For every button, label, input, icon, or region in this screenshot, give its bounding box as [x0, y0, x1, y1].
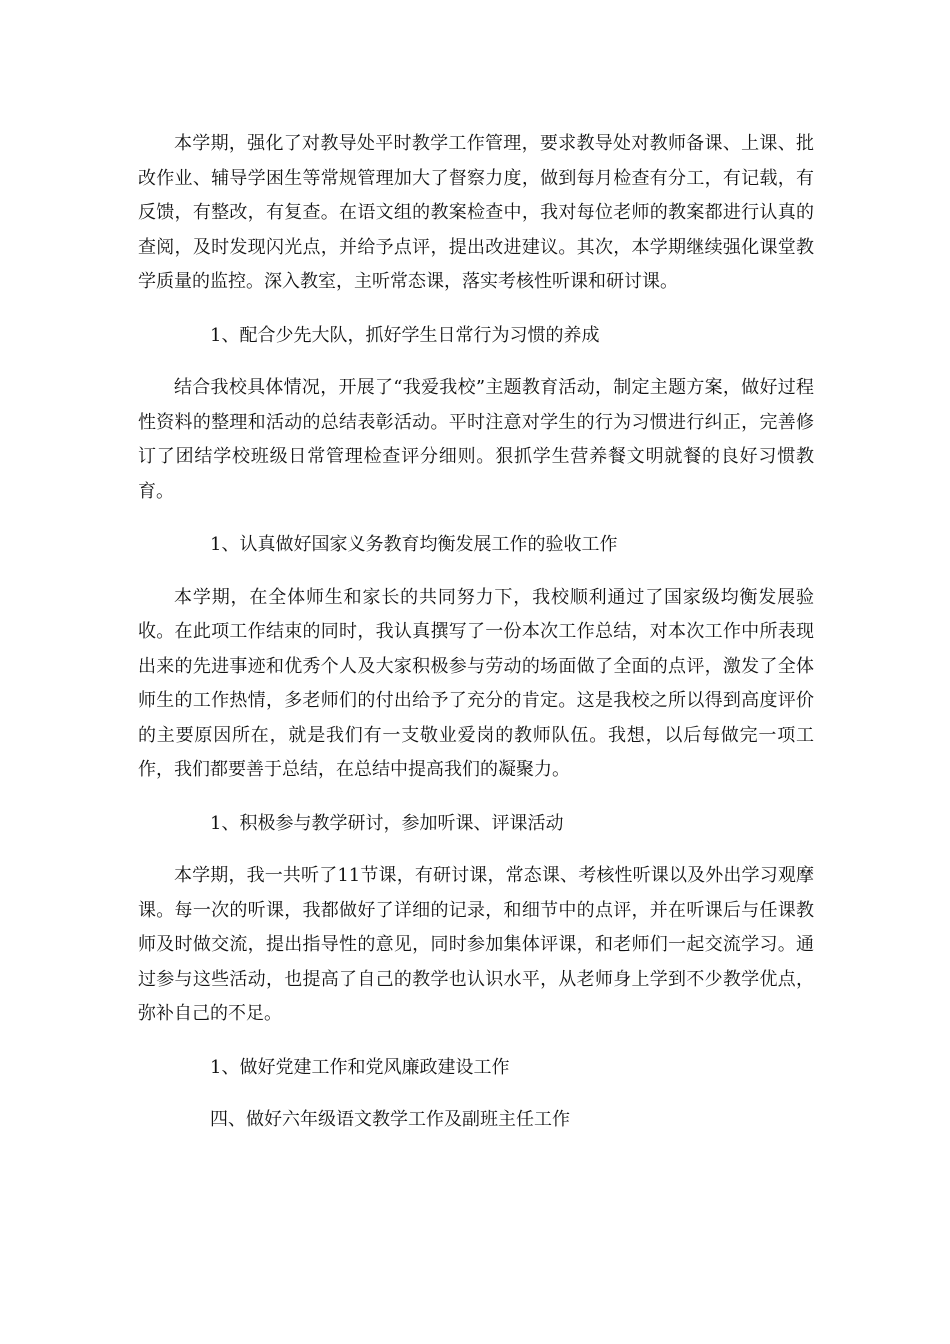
paragraph-teaching-research: 本学期，我一共听了11节课，有研讨课，常态课、考核性听课以及外出学习观摩课。每一次的听课，我都做好了详细的记录，和细节中的点评，并在听课后与任课教师及时做交流，提出指导性的意见，同时参加集体评课，和老师们一起交流学习。通过参与这些活动，也提高了自己的教学也认识水平，从老师身上学到不少教学优点，弥补自己的不足。: [138, 865, 814, 1024]
section-heading-balanced-development: 1、认真做好国家义务教育均衡发展工作的验收工作: [210, 534, 618, 555]
section-heading-party-building: 1、做好党建工作和党风廉政建设工作: [210, 1056, 510, 1078]
section-heading-grade-six-chinese: 四、做好六年级语文教学工作及副班主任工作: [210, 1109, 570, 1130]
paragraph-balanced-development: 本学期，在全体师生和家长的共同努力下，我校顺利通过了国家级均衡发展验收。在此项工作结束的同时，我认真撰写了一份本次工作总结，对本次工作中所表现出来的先进事迹和优秀个人及大家积极参与劳动的场面做了全面的点评，激发了全体师生的工作热情，多老师们的付出给予了充分的肯定。这是我校之所以得到高度评价的主要原因所在，就是我们有一支敬业爱岗的教师队伍。我想，以后每做完一项工作，我们都要善于总结，在总结中提高我们的凝聚力。: [138, 586, 814, 780]
paragraph-teaching-management: 本学期，强化了对教导处平时教学工作管理，要求教导处对教师备课、上课、批改作业、辅导学困生等常规管理加大了督察力度，做到每月检查有分工，有记载，有反馈，有整改，有复查。在语文组的教案检查中，我对每位老师的教案都进行认真的查阅，及时发现闪光点，并给予点评，提出改进建议。其次，本学期继续强化课堂教学质量的监控。深入教室，主听常态课，落实考核性听课和研讨课。: [138, 133, 814, 292]
paragraph-behavior-habits: 结合我校具体情况，开展了“我爱我校”主题教育活动，制定主题方案，做好过程性资料的整理和活动的总结表彰活动。平时注意对学生的行为习惯进行纠正，完善修订了团结学校班级日常管理检查评分细则。狠抓学生营养餐文明就餐的良好习惯教育。: [138, 377, 814, 502]
section-heading-teaching-research: 1、积极参与教学研讨，参加听课、评课活动: [210, 812, 564, 834]
document-body: [138, 127, 814, 1156]
section-heading-behavior-habits: 1、配合少先大队，抓好学生日常行为习惯的养成: [210, 324, 600, 346]
